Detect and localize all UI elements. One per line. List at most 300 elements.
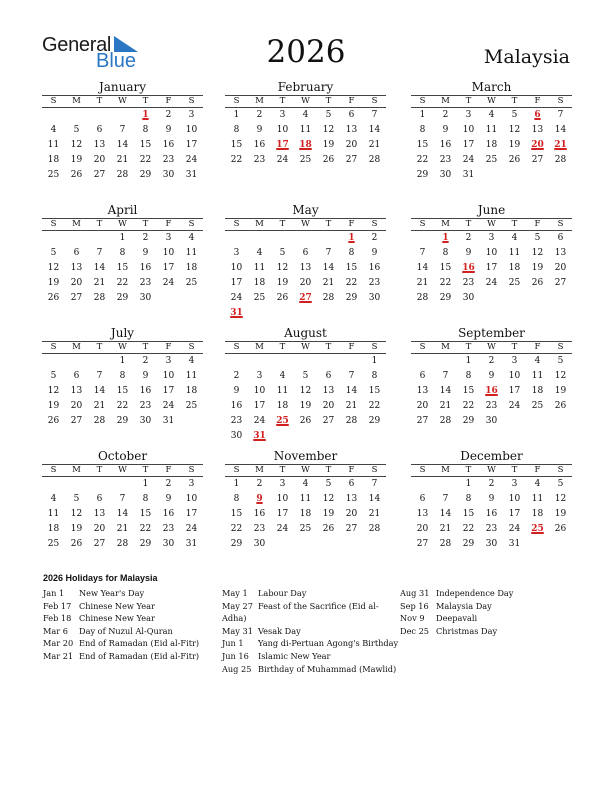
weekday-header: W — [480, 342, 503, 354]
holiday-day-cell: 9 — [256, 494, 263, 504]
day-cell: 13 — [299, 263, 312, 273]
day-cell: 28 — [416, 293, 429, 303]
day-cell: 20 — [345, 509, 358, 519]
empty-cell — [294, 231, 317, 246]
weekday-header: T — [503, 342, 526, 354]
day-cell: 5 — [325, 479, 332, 489]
holiday-name: Yang di-Pertuan Agong's Birthday — [258, 638, 399, 649]
day-cell: 2 — [442, 110, 449, 120]
day-cell: 24 — [162, 401, 175, 411]
weekday-header: S — [549, 465, 572, 477]
brand-word-general: General — [42, 34, 112, 56]
day-cell: 1 — [142, 479, 149, 489]
day-cell: 10 — [508, 371, 521, 381]
holiday-row — [222, 587, 400, 600]
empty-cell — [411, 477, 434, 492]
day-cell: 26 — [276, 293, 289, 303]
empty-cell — [88, 108, 111, 123]
day-cell: 22 — [345, 278, 358, 288]
day-cell: 2 — [488, 356, 495, 366]
holiday-name: Feast of the Sacrifice (Eid al- — [258, 600, 379, 611]
day-cell: 15 — [368, 386, 381, 396]
weekday-header: M — [248, 96, 271, 108]
day-cell: 9 — [465, 248, 472, 258]
day-cell: 1 — [465, 356, 472, 366]
weekday-header: S — [549, 342, 572, 354]
day-cell: 6 — [96, 125, 103, 135]
day-cell: 23 — [139, 278, 152, 288]
day-cell: 8 — [233, 494, 240, 504]
weekday-header: T — [317, 342, 340, 354]
day-cell: 5 — [534, 233, 541, 243]
day-cell: 27 — [554, 278, 567, 288]
holiday-date: Mar 21 — [43, 650, 74, 661]
weekday-header: W — [111, 342, 134, 354]
holiday-date: Jun 1 — [222, 638, 244, 649]
day-cell: 29 — [345, 293, 358, 303]
holiday-column — [400, 587, 570, 637]
day-cell: 13 — [416, 386, 429, 396]
day-cell: 12 — [70, 140, 83, 150]
holiday-row — [222, 625, 400, 638]
weekday-header: W — [480, 96, 503, 108]
month-july — [42, 325, 203, 429]
day-cell: 7 — [96, 248, 103, 258]
month-title: March — [471, 80, 512, 94]
day-cell: 10 — [462, 125, 475, 135]
weekday-header: T — [457, 465, 480, 477]
day-cell: 15 — [116, 386, 129, 396]
day-cell: 4 — [256, 248, 263, 258]
day-cell: 17 — [185, 140, 198, 150]
day-cell: 28 — [439, 416, 452, 426]
day-cell: 8 — [465, 371, 472, 381]
weekday-header: S — [363, 219, 386, 231]
day-cell: 26 — [70, 539, 83, 549]
day-cell: 19 — [299, 401, 312, 411]
day-cell: 17 — [230, 278, 243, 288]
empty-cell — [411, 231, 434, 246]
month-title: August — [284, 326, 327, 340]
day-cell: 2 — [142, 356, 149, 366]
day-cell: 25 — [485, 155, 498, 165]
holiday-name: New Year's Day — [79, 588, 145, 598]
holiday-row — [222, 663, 400, 676]
day-cell: 3 — [279, 110, 286, 120]
holiday-row — [222, 650, 400, 663]
day-cell: 9 — [256, 125, 263, 135]
day-cell: 16 — [139, 386, 152, 396]
holiday-row — [222, 600, 400, 613]
empty-cell — [340, 354, 363, 369]
day-cell: 14 — [554, 125, 567, 135]
day-cell: 24 — [508, 401, 521, 411]
day-cell: 16 — [439, 140, 452, 150]
day-cell: 2 — [465, 233, 472, 243]
weekday-header: S — [225, 96, 248, 108]
day-cell: 15 — [139, 140, 152, 150]
holiday-day-cell: 31 — [253, 431, 266, 441]
weekday-header: F — [157, 465, 180, 477]
day-cell: 31 — [162, 416, 175, 426]
day-cell: 14 — [93, 386, 106, 396]
day-cell: 4 — [534, 479, 541, 489]
day-cell: 15 — [462, 509, 475, 519]
month-december — [411, 448, 572, 552]
day-cell: 14 — [93, 263, 106, 273]
holiday-date: May 1 — [222, 588, 248, 598]
day-cell: 10 — [230, 263, 243, 273]
weekday-header: S — [180, 342, 203, 354]
empty-cell — [248, 354, 271, 369]
day-cell: 27 — [70, 293, 83, 303]
empty-cell — [65, 231, 88, 246]
holiday-date: Nov 9 — [400, 613, 425, 624]
weekday-header: W — [294, 342, 317, 354]
day-cell: 9 — [442, 125, 449, 135]
day-cell: 28 — [439, 539, 452, 549]
weekday-header: W — [111, 465, 134, 477]
weekday-header: S — [180, 96, 203, 108]
weekday-header: S — [42, 342, 65, 354]
day-cell: 11 — [47, 140, 60, 150]
holiday-row — [400, 612, 570, 625]
day-cell: 8 — [442, 248, 449, 258]
weekday-header: T — [271, 465, 294, 477]
day-cell: 27 — [531, 155, 544, 165]
day-cell: 24 — [276, 155, 289, 165]
month-grid — [411, 464, 572, 552]
day-cell: 10 — [485, 248, 498, 258]
day-cell: 18 — [508, 263, 521, 273]
day-cell: 12 — [47, 386, 60, 396]
month-grid — [225, 95, 386, 168]
weekday-header: M — [65, 465, 88, 477]
day-cell: 27 — [93, 170, 106, 180]
day-cell: 16 — [230, 401, 243, 411]
weekday-header: T — [88, 342, 111, 354]
holiday-day-cell: 31 — [230, 308, 243, 318]
holiday-date: May 31 — [222, 625, 253, 636]
holiday-date: Mar 20 — [43, 638, 74, 649]
day-cell: 16 — [162, 140, 175, 150]
month-title: November — [273, 449, 338, 463]
holiday-row — [222, 612, 400, 625]
holiday-day-cell: 16 — [485, 386, 498, 396]
weekday-header: S — [180, 465, 203, 477]
day-cell: 24 — [185, 155, 198, 165]
month-grid — [225, 218, 386, 321]
day-cell: 21 — [416, 278, 429, 288]
day-cell: 20 — [299, 278, 312, 288]
day-cell: 18 — [299, 509, 312, 519]
day-cell: 12 — [554, 371, 567, 381]
day-cell: 14 — [416, 263, 429, 273]
weekday-header: M — [65, 342, 88, 354]
day-cell: 11 — [531, 371, 544, 381]
weekday-header: T — [134, 219, 157, 231]
day-cell: 4 — [488, 110, 495, 120]
empty-cell — [88, 354, 111, 369]
holiday-date: Feb 18 — [43, 613, 72, 624]
weekday-header: T — [88, 219, 111, 231]
empty-cell — [65, 477, 88, 492]
day-cell: 9 — [488, 371, 495, 381]
day-cell: 11 — [299, 494, 312, 504]
day-cell: 18 — [47, 524, 60, 534]
day-cell: 10 — [253, 386, 266, 396]
weekday-header: M — [434, 465, 457, 477]
empty-cell — [111, 108, 134, 123]
empty-cell — [42, 108, 65, 123]
day-cell: 11 — [276, 386, 289, 396]
day-cell: 17 — [508, 386, 521, 396]
holiday-day-cell: 1 — [142, 110, 149, 120]
day-cell: 14 — [116, 140, 129, 150]
day-cell: 17 — [508, 509, 521, 519]
day-cell: 24 — [185, 524, 198, 534]
day-cell: 12 — [299, 386, 312, 396]
holiday-date: Jan 1 — [43, 588, 65, 598]
day-cell: 18 — [47, 155, 60, 165]
holiday-day-cell: 25 — [276, 416, 289, 426]
month-grid — [42, 218, 203, 306]
holiday-date: Aug 25 — [222, 663, 252, 674]
day-cell: 12 — [70, 509, 83, 519]
weekday-header: T — [503, 96, 526, 108]
day-cell: 17 — [162, 386, 175, 396]
day-cell: 24 — [230, 293, 243, 303]
day-cell: 10 — [508, 494, 521, 504]
weekday-header: W — [111, 96, 134, 108]
day-cell: 20 — [416, 524, 429, 534]
month-may — [225, 202, 386, 321]
day-cell: 28 — [368, 155, 381, 165]
holiday-row — [43, 600, 213, 613]
weekday-header: W — [111, 219, 134, 231]
weekday-header: S — [42, 219, 65, 231]
day-cell: 14 — [345, 386, 358, 396]
day-cell: 19 — [554, 509, 567, 519]
day-cell: 23 — [253, 524, 266, 534]
day-cell: 27 — [70, 416, 83, 426]
day-cell: 26 — [47, 416, 60, 426]
holiday-name: Malaysia Day — [436, 600, 492, 611]
day-cell: 29 — [462, 416, 475, 426]
day-cell: 7 — [348, 371, 355, 381]
day-cell: 4 — [50, 494, 57, 504]
day-cell: 18 — [485, 140, 498, 150]
day-cell: 8 — [465, 494, 472, 504]
day-cell: 1 — [233, 479, 240, 489]
day-cell: 13 — [531, 125, 544, 135]
day-cell: 15 — [139, 509, 152, 519]
holiday-day-cell: 21 — [554, 140, 567, 150]
day-cell: 13 — [70, 263, 83, 273]
day-cell: 12 — [508, 125, 521, 135]
day-cell: 17 — [162, 263, 175, 273]
day-cell: 10 — [276, 125, 289, 135]
holiday-name: Vesak Day — [258, 625, 301, 636]
weekday-header: S — [411, 342, 434, 354]
month-title: July — [110, 326, 135, 340]
day-cell: 5 — [557, 356, 564, 366]
holiday-column — [43, 587, 213, 663]
empty-cell — [225, 354, 248, 369]
weekday-header: S — [411, 465, 434, 477]
day-cell: 3 — [488, 233, 495, 243]
empty-cell — [271, 354, 294, 369]
day-cell: 27 — [345, 155, 358, 165]
day-cell: 25 — [47, 539, 60, 549]
holiday-day-cell: 1 — [442, 233, 449, 243]
empty-cell — [65, 354, 88, 369]
day-cell: 30 — [162, 170, 175, 180]
day-cell: 30 — [230, 431, 243, 441]
empty-cell — [42, 354, 65, 369]
day-cell: 11 — [47, 509, 60, 519]
weekday-header: T — [317, 96, 340, 108]
month-grid — [225, 341, 386, 444]
day-cell: 23 — [139, 401, 152, 411]
day-cell: 24 — [162, 278, 175, 288]
month-grid — [42, 464, 203, 552]
holiday-row — [43, 612, 213, 625]
day-cell: 21 — [345, 401, 358, 411]
day-cell: 27 — [93, 539, 106, 549]
month-title: January — [98, 80, 147, 94]
day-cell: 6 — [96, 494, 103, 504]
day-cell: 3 — [165, 233, 172, 243]
day-cell: 7 — [96, 371, 103, 381]
day-cell: 8 — [142, 494, 149, 504]
day-cell: 26 — [70, 170, 83, 180]
day-cell: 4 — [50, 125, 57, 135]
day-cell: 5 — [511, 110, 518, 120]
holiday-row — [43, 637, 213, 650]
day-cell: 19 — [322, 509, 335, 519]
day-cell: 6 — [557, 233, 564, 243]
day-cell: 29 — [139, 170, 152, 180]
weekday-header: S — [180, 219, 203, 231]
day-cell: 11 — [185, 248, 198, 258]
weekday-header: S — [411, 96, 434, 108]
weekday-header: S — [411, 219, 434, 231]
day-cell: 22 — [439, 278, 452, 288]
weekday-header: T — [457, 342, 480, 354]
day-cell: 4 — [302, 110, 309, 120]
day-cell: 20 — [554, 263, 567, 273]
holiday-day-cell: 16 — [462, 263, 475, 273]
day-cell: 21 — [439, 524, 452, 534]
holiday-name: Birthday of Muhammad (Mawlid) — [258, 663, 397, 674]
day-cell: 6 — [73, 248, 80, 258]
weekday-header: M — [248, 219, 271, 231]
weekday-header: T — [271, 96, 294, 108]
day-cell: 2 — [371, 233, 378, 243]
day-cell: 29 — [230, 539, 243, 549]
day-cell: 27 — [322, 416, 335, 426]
month-october — [42, 448, 203, 552]
holiday-row — [222, 637, 400, 650]
day-cell: 30 — [485, 539, 498, 549]
day-cell: 6 — [419, 371, 426, 381]
empty-cell — [434, 354, 457, 369]
day-cell: 11 — [508, 248, 521, 258]
holiday-name: End of Ramadan (Eid al-Fitr) — [79, 650, 200, 661]
weekday-header: M — [434, 96, 457, 108]
day-cell: 5 — [50, 371, 57, 381]
day-cell: 18 — [185, 263, 198, 273]
day-cell: 29 — [439, 293, 452, 303]
day-cell: 28 — [116, 539, 129, 549]
day-cell: 13 — [322, 386, 335, 396]
day-cell: 24 — [462, 155, 475, 165]
empty-cell — [42, 231, 65, 246]
day-cell: 18 — [531, 386, 544, 396]
day-cell: 5 — [73, 125, 80, 135]
day-cell: 14 — [116, 509, 129, 519]
weekday-header: M — [248, 342, 271, 354]
day-cell: 8 — [119, 248, 126, 258]
day-cell: 3 — [188, 479, 195, 489]
month-august — [225, 325, 386, 444]
day-cell: 23 — [230, 416, 243, 426]
month-title: February — [277, 80, 334, 94]
day-cell: 26 — [47, 293, 60, 303]
day-cell: 20 — [416, 401, 429, 411]
weekday-header: S — [363, 342, 386, 354]
day-cell: 10 — [162, 248, 175, 258]
day-cell: 18 — [276, 401, 289, 411]
day-cell: 19 — [508, 140, 521, 150]
day-cell: 14 — [368, 125, 381, 135]
day-cell: 15 — [462, 386, 475, 396]
day-cell: 11 — [185, 371, 198, 381]
day-cell: 28 — [93, 293, 106, 303]
day-cell: 7 — [325, 248, 332, 258]
month-title: June — [477, 203, 506, 217]
day-cell: 22 — [416, 155, 429, 165]
day-cell: 23 — [162, 524, 175, 534]
weekday-header: F — [526, 342, 549, 354]
day-cell: 1 — [419, 110, 426, 120]
day-cell: 9 — [371, 248, 378, 258]
empty-cell — [88, 231, 111, 246]
day-cell: 15 — [439, 263, 452, 273]
day-cell: 21 — [93, 401, 106, 411]
day-cell: 23 — [162, 155, 175, 165]
day-cell: 19 — [531, 263, 544, 273]
weekday-header: M — [248, 465, 271, 477]
day-cell: 23 — [368, 278, 381, 288]
holiday-date: Mar 6 — [43, 625, 68, 636]
day-cell: 30 — [139, 416, 152, 426]
month-february — [225, 79, 386, 168]
day-cell: 31 — [508, 539, 521, 549]
month-september — [411, 325, 572, 429]
day-cell: 13 — [416, 509, 429, 519]
day-cell: 21 — [322, 278, 335, 288]
holidays-title: 2026 Holidays for Malaysia — [43, 573, 158, 583]
empty-cell — [294, 354, 317, 369]
holiday-date: Sep 16 — [400, 600, 429, 611]
day-cell: 11 — [253, 263, 266, 273]
day-cell: 16 — [368, 263, 381, 273]
weekday-header: M — [65, 219, 88, 231]
day-cell: 27 — [416, 539, 429, 549]
weekday-header: T — [134, 96, 157, 108]
